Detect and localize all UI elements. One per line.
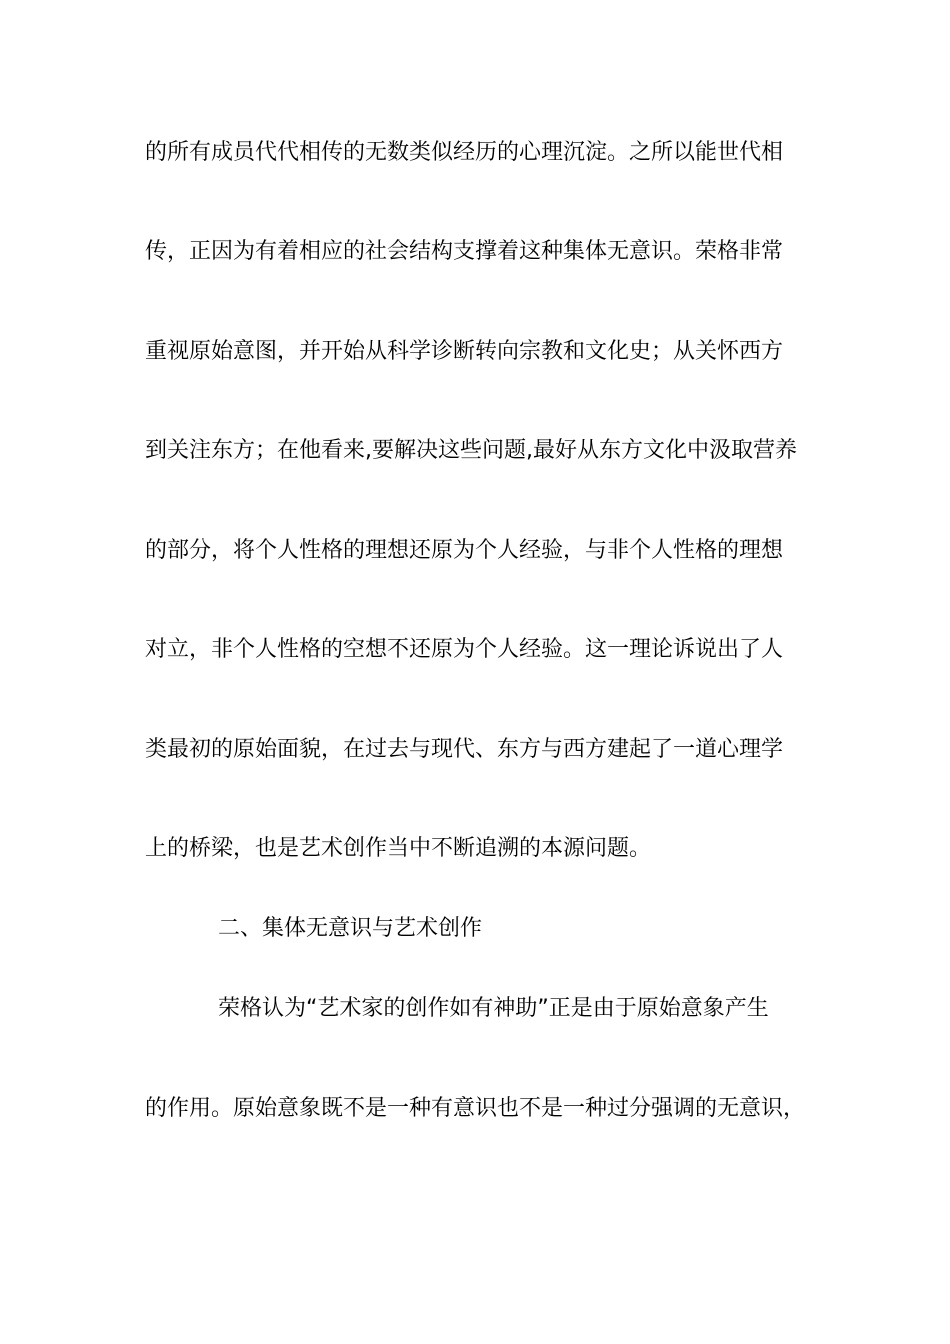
paragraph-line: 重视原始意图，并开始从科学诊断转向宗教和文化史；从关怀西方: [145, 339, 784, 364]
paragraph-line: 传，正因为有着相应的社会结构支撑着这种集体无意识。荣格非常: [145, 239, 784, 264]
paragraph-line: 荣格认为“艺术家的创作如有神助”正是由于原始意象产生: [218, 996, 769, 1021]
paragraph-line: 的所有成员代代相传的无数类似经历的心理沉淀。之所以能世代相: [145, 140, 784, 165]
paragraph-line: 的作用。原始意象既不是一种有意识也不是一种过分强调的无意识，: [145, 1096, 806, 1121]
paragraph-line: 上的桥梁，也是艺术创作当中不断追溯的本源问题。: [145, 836, 652, 861]
section-heading: 二、集体无意识与艺术创作: [218, 916, 483, 941]
paragraph-line: 的部分，将个人性格的理想还原为个人经验，与非个人性格的理想: [145, 538, 784, 563]
paragraph-line: 到关注东方；在他看来,要解决这些问题,最好从东方文化中汲取营养: [145, 438, 797, 463]
paragraph-line: 对立，非个人性格的空想不还原为个人经验。这一理论诉说出了人: [145, 637, 784, 662]
paragraph-line: 类最初的原始面貌，在过去与现代、东方与西方建起了一道心理学: [145, 737, 784, 762]
